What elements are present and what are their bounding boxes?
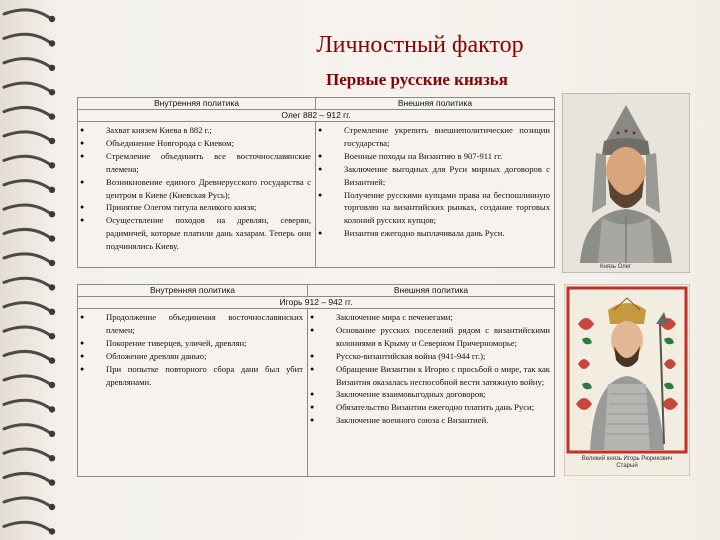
spiral-ring bbox=[4, 132, 50, 140]
spiral-ring bbox=[4, 449, 50, 457]
list-item: ● Заключение мира с печенегами; bbox=[336, 311, 550, 324]
spiral-ring bbox=[4, 181, 50, 189]
list-item: ● Византия ежегодно выплачивала дань Руси. bbox=[344, 227, 550, 240]
list-item: ● Стремление объединить все восточнославянские племена; bbox=[106, 150, 311, 176]
spiral-binding bbox=[0, 0, 60, 540]
spiral-hole bbox=[49, 211, 55, 217]
oleg-outer-header: Внешняя политика bbox=[316, 98, 555, 110]
spiral-hole bbox=[49, 333, 55, 339]
spiral-ring bbox=[4, 229, 50, 237]
list-item: ● Покорение тиверцев, уличей, древлян; bbox=[106, 337, 303, 350]
oleg-table bbox=[77, 97, 555, 268]
list-item: ● Стремление укрепить внешнеполитические позиции государства; bbox=[344, 124, 550, 150]
spiral-ring bbox=[4, 10, 50, 18]
oleg-outer-list bbox=[344, 124, 550, 240]
spiral-ring bbox=[4, 522, 50, 530]
igor-portrait bbox=[564, 284, 690, 476]
oleg-portrait-image bbox=[562, 93, 690, 273]
list-item: ● Обязательство Византии ежегодно платить дань Руси; bbox=[336, 401, 550, 414]
spiral-ring bbox=[4, 400, 50, 408]
slide-subtitle: Первые русские князья bbox=[326, 70, 508, 89]
list-item: ● При попытке повторного сбора дани был убит древлянами. bbox=[106, 363, 303, 389]
spiral-hole bbox=[49, 65, 55, 71]
spiral-hole bbox=[49, 406, 55, 412]
spiral-hole bbox=[49, 382, 55, 388]
spiral-hole bbox=[49, 138, 55, 144]
list-item: ● Объединение Новгорода с Киевом; bbox=[106, 137, 311, 150]
spiral-ring bbox=[4, 376, 50, 384]
spiral-ring bbox=[4, 425, 50, 433]
spiral-ring bbox=[4, 107, 50, 115]
spiral-ring bbox=[4, 473, 50, 481]
list-item: ● Получение русскими купцами права на беспошлинную торговлю на византийских рынках, создание торговых колоний русских купцов; bbox=[344, 189, 550, 228]
list-item: ● Продолжение объединения восточнославянских племен; bbox=[106, 311, 303, 337]
spiral-hole bbox=[49, 431, 55, 437]
spiral-hole bbox=[49, 479, 55, 485]
list-item: ● Захват князем Киева в 882 г.; bbox=[106, 124, 311, 137]
spiral-hole bbox=[49, 162, 55, 168]
list-item: ● Заключение выгодных для Руси мирных договоров с Византией; bbox=[344, 163, 550, 189]
igor-caption: Великий князь Игорь Рюрикович Старый bbox=[581, 456, 673, 469]
spiral-ring bbox=[4, 254, 50, 262]
list-item: ● Обращение Византии к Игорю с просьбой о мире, так как Византия оказалась неспособной вести затяжную войну; bbox=[336, 363, 550, 389]
spiral-hole bbox=[49, 235, 55, 241]
oleg-period: Олег 882 – 912 гг. bbox=[78, 110, 555, 122]
spiral-ring bbox=[4, 327, 50, 335]
spiral-hole bbox=[49, 187, 55, 193]
oleg-inner-list bbox=[106, 124, 311, 253]
spiral-hole bbox=[49, 89, 55, 95]
list-item: ● Военные походы на Византию в 907-911 гг. bbox=[344, 150, 550, 163]
slide-title: Личностный фактор bbox=[316, 32, 524, 58]
spiral-ring bbox=[4, 83, 50, 91]
list-item: ● Русско-византийская война (941-944 гг.); bbox=[336, 350, 550, 363]
spiral-ring bbox=[4, 303, 50, 311]
spiral-ring bbox=[4, 278, 50, 286]
spiral-hole bbox=[49, 528, 55, 534]
list-item: ● Заключение взаимовыгодных договоров; bbox=[336, 388, 550, 401]
igor-portrait-image bbox=[564, 284, 690, 476]
igor-outer-list bbox=[336, 311, 550, 427]
oleg-inner-header: Внутренняя политика bbox=[78, 98, 316, 110]
list-item: ● Осуществление походов на древлян, северян, радимичей, которые платили дань хазарам. Теперь они подчинялись Киеву. bbox=[106, 214, 311, 253]
oleg-portrait bbox=[562, 93, 690, 273]
spiral-hole bbox=[49, 16, 55, 22]
spiral-ring bbox=[4, 156, 50, 164]
list-item: ● Заключение военного союза с Византией. bbox=[336, 414, 550, 427]
spiral-ring bbox=[4, 205, 50, 213]
spiral-hole bbox=[49, 284, 55, 290]
igor-inner-list bbox=[106, 311, 303, 388]
spiral-ring bbox=[4, 351, 50, 359]
list-item: ● Обложение древлян данью; bbox=[106, 350, 303, 363]
igor-inner-header: Внутренняя политика bbox=[78, 285, 308, 297]
spiral-hole bbox=[49, 357, 55, 363]
list-item: ● Принятие Олегом титула великого князя; bbox=[106, 201, 311, 214]
spiral-ring bbox=[4, 59, 50, 67]
spiral-hole bbox=[49, 40, 55, 46]
igor-outer-header: Внешняя политика bbox=[308, 285, 555, 297]
spiral-hole bbox=[49, 504, 55, 510]
spiral-ring bbox=[4, 498, 50, 506]
spiral-ring bbox=[4, 34, 50, 42]
list-item: ● Возникновение единого Древнерусского государства с центром в Киеве (Киевская Русь); bbox=[106, 176, 311, 202]
spiral-hole bbox=[49, 113, 55, 119]
list-item: ● Основание русских поселений рядом с византийскими колониями в Крыму и Северном Причерноморье; bbox=[336, 324, 550, 350]
igor-table bbox=[77, 284, 555, 477]
oleg-caption: Князь Олег bbox=[600, 264, 632, 270]
igor-period: Игорь 912 – 942 гг. bbox=[78, 297, 555, 309]
spiral-hole bbox=[49, 455, 55, 461]
spiral-hole bbox=[49, 309, 55, 315]
spiral-hole bbox=[49, 260, 55, 266]
